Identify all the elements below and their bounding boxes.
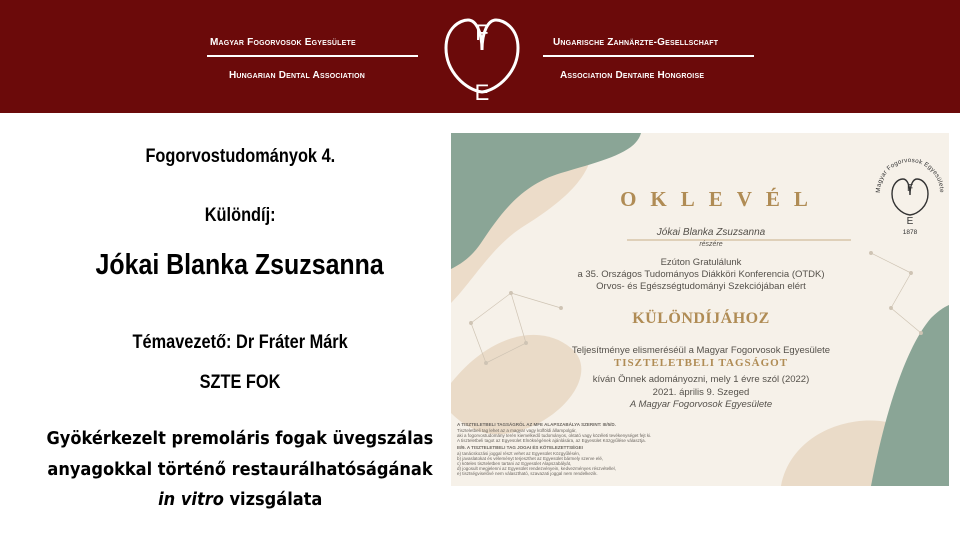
event-title: Fogorvostudományok 4. — [145, 146, 335, 167]
winner-name: Jókai Blanka Zsuzsanna — [95, 249, 385, 281]
header-right-top-text: Ungarische Zahnärzte-Gesellschaft — [553, 37, 719, 48]
logo-letter-f: F — [475, 20, 489, 45]
institution: SZTE FOK — [199, 372, 281, 393]
fine-print-heading-2: III/9. A TISZTELETBELI TAG JOGAI ÉS KÖTELEZETTSÉGEI — [457, 445, 583, 450]
fine-print-line: Tiszteletbeli tag lehet az a magyar vagy külföldi állampolgár, — [457, 428, 577, 433]
certificate-line-1: Ezúton Gratulálunk — [660, 257, 742, 268]
seal-arc-text: Magyar Fogorvosok Egyesülete — [874, 156, 946, 193]
fine-print-line: e) tisztségviselővé nem választható, szavazati joggal nem rendelkezik. — [457, 471, 598, 476]
in-vitro-italic: in vitro — [157, 489, 224, 510]
certificate-line-5: kíván Önnek adományozni, mely 1 évre szól (2022) — [592, 374, 810, 385]
header-left-rule — [207, 55, 418, 57]
certificate-signature: A Magyar Fogorvosok Egyesülete — [629, 399, 773, 410]
mfe-logo — [440, 10, 524, 104]
header-band — [0, 0, 960, 113]
certificate-heading: OKLEVÉL — [620, 187, 822, 211]
certificate-date: 2021. április 9. Szeged — [652, 387, 750, 398]
research-title-line-3: in vitro vizsgálata — [157, 489, 323, 510]
certificate-reszere: részére — [699, 241, 723, 248]
fine-print-line: c) köteles tiszteletben tartani az Egyesület Alapszabályát, — [457, 461, 572, 466]
certificate-image — [451, 133, 949, 486]
fine-print-line: b) javaslatokat és véleményt terjeszthet az Egyesület bármely szerve elé, — [457, 456, 604, 461]
seal-letter-e: E — [906, 216, 914, 227]
fine-print-heading-1: A TISZTELETBELI TAGSÁGRÓL AZ MFE ALAPSZABÁLYA SZERINT: III/5/D. — [457, 422, 616, 427]
header-left-bottom-text: Hungarian Dental Association — [229, 70, 366, 81]
fine-print-line: A tiszteletbeli tagot az Egyesület Elnökségének ajánlására, az Egyesület Közgyűlése választja. — [457, 438, 646, 443]
research-title-line-2: anyagokkal történő restaurálhatóságának — [47, 459, 433, 480]
seal-letter-f: F — [906, 183, 914, 194]
award-category: Különdíj: — [204, 205, 276, 226]
fine-print-line: d) jogosult megjelenni az Egyesület rendezvényein, kedvezményes részvétellel, — [457, 466, 616, 471]
research-title-line-1: Gyökérkezelt premoláris fogak üvegszálas — [46, 428, 434, 449]
certificate-membership: TISZTELETBELI TAGSÁGOT — [613, 357, 789, 369]
certificate-line-2: a 35. Országos Tudományos Diákköri Konferencia (OTDK) — [577, 269, 825, 280]
seal-year: 1878 — [902, 229, 918, 236]
certificate-line-3: Orvos- és Egészségtudományi Szekciójában elért — [596, 281, 806, 292]
certificate-name: Jókai Blanka Zsuzsanna — [656, 227, 766, 238]
logo-letter-e: E — [474, 80, 490, 104]
supervisor: Témavezető: Dr Fráter Márk — [132, 332, 348, 353]
certificate-line-4: Teljesítménye elismeréséül a Magyar Fogorvosok Egyesülete — [571, 345, 831, 356]
header-right-bottom-text: Association Dentaire Hongroise — [560, 70, 705, 81]
fine-print-line: a) tanácskozási joggal részt vehet az Egyesület Közgyűlésén, — [457, 451, 581, 456]
header-left-top-text: Magyar Fogorvosok Egyesülete — [210, 37, 356, 48]
header-right-rule — [543, 55, 754, 57]
certificate-prize: KÜLÖNDÍJÁHOZ — [632, 310, 770, 327]
certificate-seal — [872, 148, 948, 236]
fine-print-line: aki a fogorvostudomány terén kiemelkedő tudományos, oktató vagy közéleti tevékenységet fejt ki. — [457, 433, 652, 438]
